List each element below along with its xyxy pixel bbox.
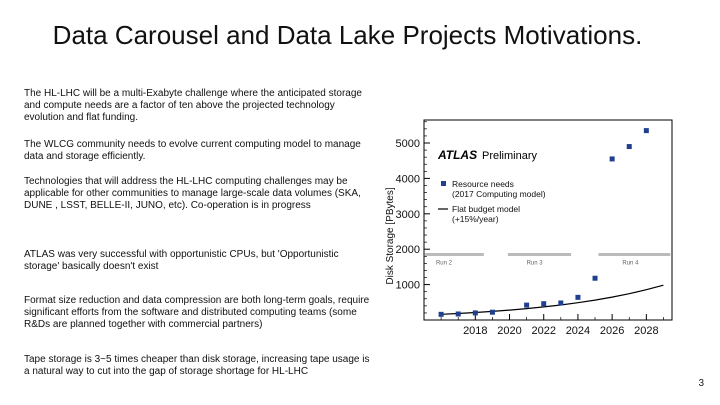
legend-label: Flat budget model xyxy=(452,204,521,214)
bullet-hl-lhc-challenge: The HL-LHC will be a multi-Exabyte challenge where the anticipated storage and compute needs are a factor of ten above the projected technology evolution and flat funding. xyxy=(24,88,362,123)
data-point xyxy=(490,310,495,315)
slide-title: Data Carousel and Data Lake Projects Motivations. xyxy=(52,20,643,50)
legend-label: (+15%/year) xyxy=(452,214,499,224)
data-point xyxy=(439,312,444,317)
y-tick-label: 1000 xyxy=(395,279,420,292)
data-point xyxy=(644,128,649,133)
chart-svg xyxy=(382,108,678,346)
bullet-other-communities: Technologies that will address the HL-LHC computing challenges may be applicable for other communities to manage large-scale data volumes (SKA, DUNE , LSST, BELLE-II, JUNO, etc). Co-operation is in progress xyxy=(24,176,361,211)
x-tick-label: 2018 xyxy=(463,325,488,337)
data-point xyxy=(524,303,529,308)
bullet-format-compression: Format size reduction and data compression are both long-term goals, require significant efforts from the software and distributed computing teams (some R&Ds are planned together with commercial partners) xyxy=(24,295,370,330)
atlas-logo-text: ATLAS xyxy=(438,148,478,162)
data-point xyxy=(456,311,461,316)
data-point xyxy=(541,301,546,306)
data-point xyxy=(610,156,615,161)
x-tick-label: 2026 xyxy=(599,325,625,337)
disk-storage-chart xyxy=(382,108,678,346)
run-label: Run 2 xyxy=(435,260,452,267)
data-point xyxy=(473,310,478,315)
legend-label: Resource needs xyxy=(452,179,514,189)
y-tick-label: 4000 xyxy=(395,173,420,186)
y-tick-label: 2000 xyxy=(395,244,420,257)
data-point xyxy=(627,144,632,149)
x-tick-label: 2020 xyxy=(497,325,522,337)
x-tick-label: 2022 xyxy=(531,325,556,337)
bullet-opportunistic-storage: ATLAS was very successful with opportunistic CPUs, but 'Opportunistic storage' basically doesn't exist xyxy=(24,249,339,272)
data-point xyxy=(593,276,598,281)
y-tick-label: 3000 xyxy=(395,208,420,221)
legend-label: (2017 Computing model) xyxy=(452,189,546,199)
page-number: 3 xyxy=(698,378,704,389)
data-point xyxy=(558,301,563,306)
run-label: Run 4 xyxy=(622,260,639,267)
y-tick-label: 5000 xyxy=(395,138,420,151)
data-point xyxy=(575,295,580,300)
run-label: Run 3 xyxy=(526,260,543,267)
bullet-wlcg-model: The WLCG community needs to evolve current computing model to manage data and storage efficiently. xyxy=(24,139,361,162)
preliminary-label: Preliminary xyxy=(482,150,538,162)
legend-marker-square xyxy=(441,181,446,186)
y-axis-label: Disk Storage [PBytes] xyxy=(385,187,396,285)
x-tick-label: 2028 xyxy=(634,325,659,337)
bullet-tape-storage: Tape storage is 3~5 times cheaper than disk storage, increasing tape usage is a natural way to cut into the gap of storage shortage for HL-LHC xyxy=(24,354,370,377)
x-tick-label: 2024 xyxy=(565,325,591,337)
